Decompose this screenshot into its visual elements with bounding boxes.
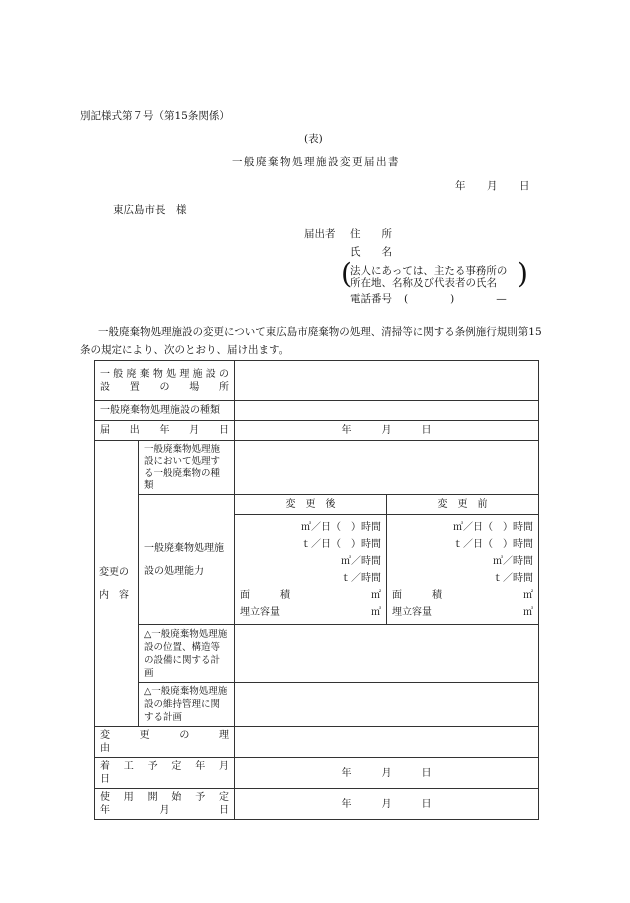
start-date-label: 着 工 予 定 年 月 日 [95, 758, 235, 789]
phone-format: ( ) — [404, 293, 507, 305]
notification-table [94, 360, 539, 820]
name-label: 氏 名 [350, 246, 392, 258]
before-cap-line-1: ㎥／日（ ）時間 [453, 522, 533, 533]
type-input[interactable] [235, 401, 539, 421]
before-area-unit: ㎡ [523, 590, 533, 601]
location-label-line-1: 一般廃棄物処理施設の [100, 368, 229, 380]
waste-type-label: 一般廃棄物処理施設において処理する一般廃棄物の種類 [139, 441, 235, 495]
after-area-unit: ㎡ [371, 590, 381, 601]
before-landfill-unit: ㎥ [523, 607, 533, 618]
date-input[interactable]: 年 月 日 [235, 421, 539, 441]
location-input[interactable] [235, 361, 539, 401]
location-label-cell [95, 361, 235, 401]
before-cap-line-2: ｔ／日（ ）時間 [453, 539, 533, 550]
maintenance-plan-label: △一般廃棄物処理施設の維持管理に関する計画 [139, 683, 235, 727]
right-bracket: ) [517, 257, 528, 290]
change-content-line-2: 内 容 [99, 589, 129, 601]
date-day: 日 [519, 180, 530, 192]
type-label: 一般廃棄物処理施設の種類 [95, 401, 235, 421]
date-month: 月 [487, 180, 498, 192]
date-year: 年 [455, 180, 466, 192]
form-number: 別記様式第７号（第15条関係） [80, 110, 230, 122]
use-start-date-input[interactable]: 年 月 日 [235, 789, 539, 820]
after-cap-line-1: ㎥／日（ ）時間 [301, 522, 381, 533]
corp-note-line-1: 法人にあっては、主たる事務所の [350, 265, 508, 277]
change-content-line-1: 変更の [99, 566, 129, 578]
capacity-label-line-1: 一般廃棄物処理施 [144, 542, 224, 554]
body-text-line-1: 一般廃棄物処理施設の変更について東広島市廃棄物の処理、清掃等に関する条例施行規則第15 [98, 326, 542, 338]
use-start-date-label: 使 用 開 始 予 定 年 月 日 [95, 789, 235, 820]
before-landfill-label: 埋立容量 [392, 607, 432, 618]
before-header: 変 更 前 [387, 495, 539, 515]
after-landfill-label: 埋立容量 [240, 607, 280, 618]
addressee: 東広島市長 様 [113, 204, 187, 216]
body-text-line-2: 条の規定により、次のとおり、届け出ます。 [80, 344, 290, 356]
waste-type-input[interactable] [235, 441, 539, 495]
before-capacity-cell[interactable] [387, 515, 539, 625]
capacity-label [139, 495, 235, 625]
phone-label: 電話番号 [350, 293, 392, 305]
location-label-line-2: 設 置 の 場 所 [100, 381, 229, 393]
before-area-label: 面 積 [392, 590, 442, 601]
address-label: 住 所 [350, 228, 392, 240]
corp-note-line-2: 所在地、名称及び代表者の氏名 [350, 277, 497, 289]
after-header: 変 更 後 [235, 495, 387, 515]
maintenance-plan-input[interactable] [235, 683, 539, 727]
document-title: 一般廃棄物処理施設変更届出書 [232, 156, 400, 168]
reason-input[interactable] [235, 727, 539, 758]
structure-plan-input[interactable] [235, 625, 539, 683]
capacity-label-line-2: 設の処理能力 [144, 565, 204, 577]
reason-label: 変 更 の 理 由 [95, 727, 235, 758]
after-area-label: 面 積 [240, 590, 290, 601]
change-content-label [95, 441, 139, 727]
date-label: 届 出 年 月 日 [95, 421, 235, 441]
start-date-input[interactable]: 年 月 日 [235, 758, 539, 789]
before-cap-line-3: ㎥／時間 [493, 556, 533, 567]
structure-plan-label: △一般廃棄物処理施設の位置、構造等の設備に関する計画 [139, 625, 235, 683]
after-landfill-unit: ㎥ [371, 607, 381, 618]
after-cap-line-2: ｔ／日（ ）時間 [301, 539, 381, 550]
after-cap-line-4: ｔ／時間 [341, 573, 381, 584]
after-cap-line-3: ㎥／時間 [341, 556, 381, 567]
before-cap-line-4: ｔ／時間 [493, 573, 533, 584]
applicant-label: 届出者 [304, 228, 336, 240]
after-capacity-cell[interactable] [235, 515, 387, 625]
side-note: (表) [304, 133, 323, 145]
left-bracket: ( [341, 257, 352, 290]
